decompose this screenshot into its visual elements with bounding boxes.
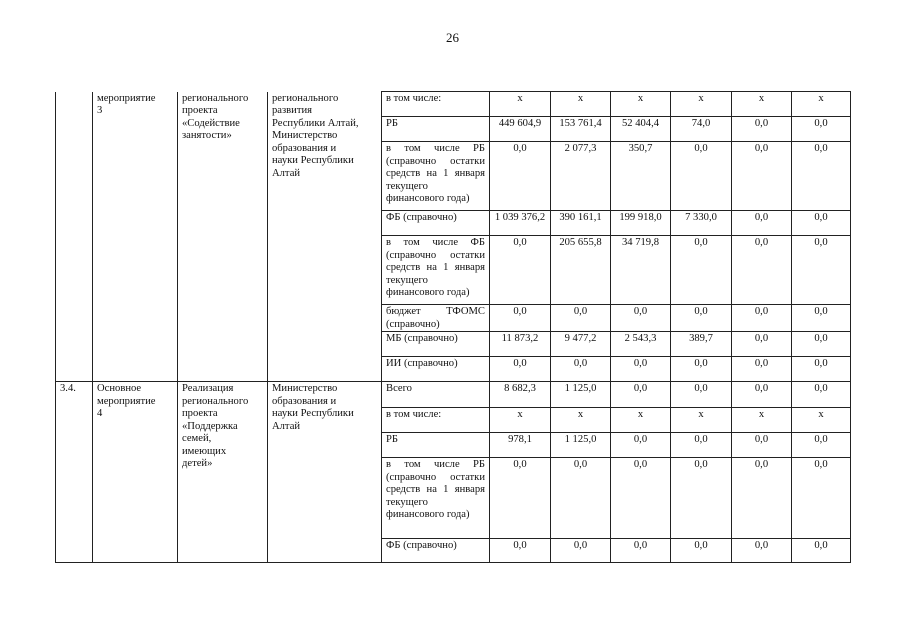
value-cell: 0,0 xyxy=(611,382,671,408)
value-cell: 0,0 xyxy=(792,117,851,142)
value-cell: 0,0 xyxy=(732,433,792,458)
value-cell: 0,0 xyxy=(490,236,551,305)
value-cell: 0,0 xyxy=(611,357,671,382)
funding-source-cell: ИИ (справочно) xyxy=(382,357,490,382)
value-cell: 0,0 xyxy=(732,539,792,563)
value-cell: 0,0 xyxy=(490,458,551,539)
value-cell: 0,0 xyxy=(792,458,851,539)
funding-source-cell: МБ (справочно) xyxy=(382,332,490,357)
value-cell: х xyxy=(671,92,732,117)
value-cell: 0,0 xyxy=(732,117,792,142)
funding-source-cell: РБ xyxy=(382,117,490,142)
table-row xyxy=(56,92,851,117)
value-cell: 0,0 xyxy=(490,305,551,332)
value-cell: 0,0 xyxy=(732,458,792,539)
page-number: 26 xyxy=(446,30,459,45)
value-cell: 0,0 xyxy=(792,305,851,332)
value-cell: 199 918,0 xyxy=(611,211,671,236)
value-cell: 0,0 xyxy=(671,305,732,332)
value-cell: 0,0 xyxy=(792,236,851,305)
funding-source-cell: в том числе: xyxy=(382,92,490,117)
value-cell: 0,0 xyxy=(551,305,611,332)
value-cell: 0,0 xyxy=(551,357,611,382)
value-cell: х xyxy=(490,408,551,433)
value-cell: 52 404,4 xyxy=(611,117,671,142)
funding-source-cell: в том числе РБ (справочно остатки средств на 1 января текущего финансового года) xyxy=(382,142,490,211)
value-cell: 0,0 xyxy=(792,211,851,236)
value-cell: 449 604,9 xyxy=(490,117,551,142)
value-cell: 0,0 xyxy=(671,236,732,305)
value-cell: 0,0 xyxy=(551,458,611,539)
funding-source-cell: ФБ (справочно) xyxy=(382,539,490,563)
value-cell: 0,0 xyxy=(611,305,671,332)
value-cell: х xyxy=(732,92,792,117)
funding-source-cell: в том числе: xyxy=(382,408,490,433)
value-cell: х xyxy=(611,408,671,433)
value-cell: 0,0 xyxy=(792,539,851,563)
value-cell: 0,0 xyxy=(671,382,732,408)
value-cell: х xyxy=(551,92,611,117)
executor-cell: Министерство образования и науки Республики Алтай xyxy=(268,382,382,563)
item-number-cell: 3.4. xyxy=(56,382,93,563)
value-cell: 0,0 xyxy=(732,211,792,236)
value-cell: 34 719,8 xyxy=(611,236,671,305)
value-cell: 0,0 xyxy=(792,357,851,382)
project-cell: Реализация регионального проекта «Поддержка семей, имеющих детей» xyxy=(178,382,268,563)
budget-table-body xyxy=(56,92,851,563)
value-cell: 0,0 xyxy=(792,433,851,458)
value-cell: 2 077,3 xyxy=(551,142,611,211)
value-cell: 0,0 xyxy=(732,382,792,408)
project-cell: регионального проекта «Содействие занятости» xyxy=(178,92,268,382)
value-cell: 0,0 xyxy=(732,305,792,332)
budget-table xyxy=(55,91,851,563)
value-cell: х xyxy=(671,408,732,433)
value-cell: 0,0 xyxy=(671,433,732,458)
value-cell: х xyxy=(732,408,792,433)
funding-source-cell: в том числе ФБ (справочно остатки средств на 1 января текущего финансового года) xyxy=(382,236,490,305)
value-cell: 0,0 xyxy=(490,539,551,563)
value-cell: х xyxy=(792,92,851,117)
activity-name-cell: Основное мероприятие 4 xyxy=(93,382,178,563)
value-cell: 390 161,1 xyxy=(551,211,611,236)
value-cell: 7 330,0 xyxy=(671,211,732,236)
value-cell: 11 873,2 xyxy=(490,332,551,357)
value-cell: 0,0 xyxy=(671,458,732,539)
value-cell: 0,0 xyxy=(490,357,551,382)
executor-cell: регионального развития Республики Алтай, Министерство образования и науки Республики Алтай xyxy=(268,92,382,382)
value-cell: 0,0 xyxy=(792,382,851,408)
value-cell: 74,0 xyxy=(671,117,732,142)
value-cell: 0,0 xyxy=(551,539,611,563)
value-cell: 1 039 376,2 xyxy=(490,211,551,236)
value-cell: 2 543,3 xyxy=(611,332,671,357)
value-cell: 205 655,8 xyxy=(551,236,611,305)
funding-source-cell: бюджет ТФОМС (справочно) xyxy=(382,305,490,332)
value-cell: 0,0 xyxy=(792,332,851,357)
value-cell: 1 125,0 xyxy=(551,433,611,458)
value-cell: х xyxy=(792,408,851,433)
funding-source-cell: Всего xyxy=(382,382,490,408)
value-cell: 350,7 xyxy=(611,142,671,211)
table-row xyxy=(56,382,851,408)
value-cell: 978,1 xyxy=(490,433,551,458)
funding-source-cell: в том числе РБ (справочно остатки средств на 1 января текущего финансового года) xyxy=(382,458,490,539)
value-cell: 9 477,2 xyxy=(551,332,611,357)
value-cell: 0,0 xyxy=(792,142,851,211)
value-cell: 0,0 xyxy=(732,142,792,211)
value-cell: 8 682,3 xyxy=(490,382,551,408)
value-cell: 0,0 xyxy=(611,433,671,458)
value-cell: 1 125,0 xyxy=(551,382,611,408)
value-cell: 153 761,4 xyxy=(551,117,611,142)
activity-name-cell: мероприятие 3 xyxy=(93,92,178,382)
value-cell: 0,0 xyxy=(732,357,792,382)
value-cell: х xyxy=(551,408,611,433)
value-cell: х xyxy=(611,92,671,117)
item-number-cell xyxy=(56,92,93,382)
funding-source-cell: РБ xyxy=(382,433,490,458)
value-cell: 0,0 xyxy=(611,458,671,539)
value-cell: х xyxy=(490,92,551,117)
value-cell: 0,0 xyxy=(490,142,551,211)
value-cell: 0,0 xyxy=(732,332,792,357)
value-cell: 0,0 xyxy=(611,539,671,563)
value-cell: 0,0 xyxy=(671,539,732,563)
value-cell: 0,0 xyxy=(732,236,792,305)
funding-source-cell: ФБ (справочно) xyxy=(382,211,490,236)
value-cell: 0,0 xyxy=(671,357,732,382)
value-cell: 0,0 xyxy=(671,142,732,211)
value-cell: 389,7 xyxy=(671,332,732,357)
